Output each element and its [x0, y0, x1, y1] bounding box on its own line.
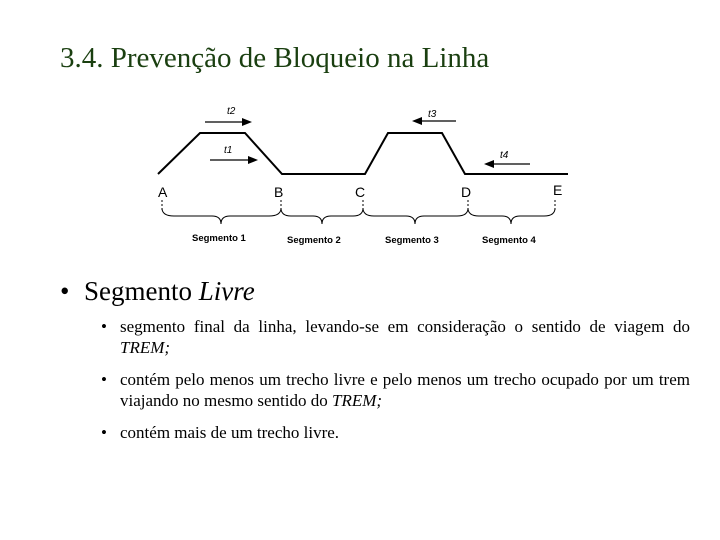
train-t2-label: t2: [227, 106, 236, 117]
point-e-label: E: [553, 182, 563, 198]
list-item: [100, 422, 690, 443]
track-segment-diagram: [150, 98, 575, 253]
list-item-emphasis: TREM;: [332, 391, 383, 410]
list-item: [100, 369, 690, 411]
list-item-text: contém mais de um trecho livre.: [120, 423, 340, 442]
point-a-label: A: [158, 184, 168, 200]
list-item-text: segmento final da linha, levando-se em consideração o sentido de viagem do: [120, 317, 690, 336]
segment-3-brace: [363, 208, 468, 224]
train-t3-label: t3: [428, 109, 437, 120]
train-t3: [412, 109, 456, 125]
segment-1-label: Segmento 1: [192, 233, 246, 244]
list-item-emphasis: TREM;: [120, 338, 171, 357]
segment-3-label: Segmento 3: [385, 235, 439, 246]
point-d-label: D: [461, 184, 472, 200]
train-t1-label: t1: [224, 145, 233, 156]
sub-bullet-dot: •: [101, 370, 107, 389]
bullet-heading: [60, 276, 255, 307]
train-t4-label: t4: [500, 150, 509, 161]
segment-4-brace: [468, 208, 555, 224]
segment-4-label: Segmento 4: [482, 235, 536, 246]
train-t1: [210, 145, 258, 164]
point-b-label: B: [274, 184, 284, 200]
slide-title: 3.4. Prevenção de Bloqueio na Linha: [60, 42, 490, 74]
list-item: [100, 316, 690, 358]
segment-1-brace: [162, 208, 281, 224]
sub-bullet-list: [100, 316, 690, 454]
sub-bullet-dot: •: [101, 317, 107, 336]
sub-bullet-dot: •: [101, 423, 107, 442]
bullet-dot: •: [60, 276, 70, 306]
heading-emphasis: Livre: [198, 276, 255, 306]
point-c-label: C: [355, 184, 366, 200]
segment-2-label: Segmento 2: [287, 235, 341, 246]
train-t4: [484, 150, 530, 168]
train-t2: [205, 106, 252, 126]
segment-2-brace: [281, 208, 363, 224]
heading-prefix: Segmento: [84, 276, 199, 306]
list-item-text: contém pelo menos um trecho livre e pelo menos um trecho ocupado por um trem viajando no mesmo sentido do: [120, 370, 690, 410]
